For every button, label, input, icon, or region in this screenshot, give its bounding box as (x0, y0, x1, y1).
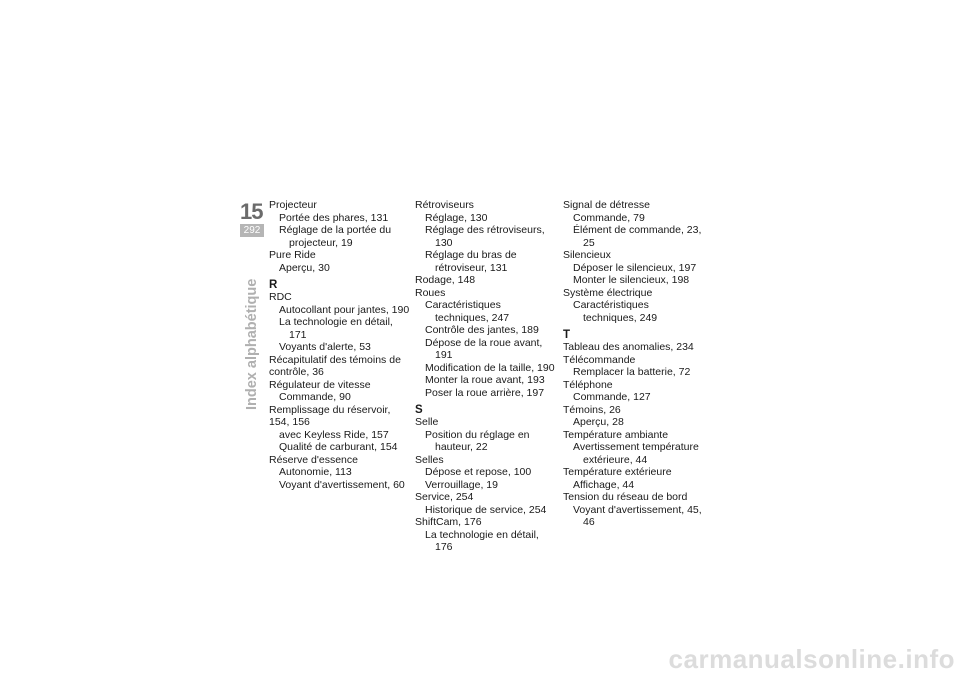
index-entry (563, 341, 705, 354)
index-entry-heading: Tableau des anomalies, 234 (563, 341, 694, 353)
page-number: 292 (240, 224, 264, 237)
index-entry-heading: Service, 254 (415, 491, 474, 503)
index-entry-heading: Régulateur de vitesse (269, 378, 371, 391)
index-subentry: Caractéristiques techniques, 247 (425, 299, 510, 324)
index-entry-heading: Rodage, 148 (415, 274, 476, 286)
index-subentry: Voyant d'avertissement, 60 (279, 478, 405, 491)
index-entry-heading: Réserve d'essence (269, 453, 358, 466)
index-subentry: Commande, 127 (573, 391, 651, 403)
index-entry (563, 404, 705, 429)
index-entry (415, 199, 557, 274)
index-entry (563, 429, 705, 467)
index-subentry: Commande, 79 (573, 211, 645, 224)
index-entry-heading: Rétroviseurs (415, 199, 474, 211)
index-entry (563, 287, 705, 325)
index-subentry: Réglage des rétroviseurs, 130 (425, 224, 545, 249)
index-entry (415, 416, 557, 454)
index-subentry: La technologie en détail, 171 (279, 316, 393, 341)
index-subentry: Portée des phares, 131 (279, 211, 389, 224)
index-entry (269, 454, 411, 492)
index-subentry: Modification de la taille, 190 (425, 361, 555, 374)
index-entry (563, 491, 705, 529)
index-entry (415, 454, 557, 492)
index-subentry: La technologie en détail, 176 (425, 528, 539, 553)
index-subentry: Voyant d'avertissement, 45, 46 (573, 503, 702, 528)
index-entry (563, 199, 705, 249)
index-entry-heading: Tension du réseau de bord (563, 491, 688, 503)
index-letter-heading: S (415, 404, 423, 416)
index-letter-heading: R (269, 279, 278, 291)
index-entry-heading: Pure Ride (269, 249, 316, 261)
index-subentry: Monter le silencieux, 198 (573, 274, 690, 286)
index-subentry: Dépose de la roue avant, 191 (425, 336, 543, 361)
index-entry-heading: Selles (415, 453, 444, 466)
index-entry-heading: Roues (415, 286, 446, 299)
index-subentry: Autocollant pour jantes, 190 (279, 303, 410, 316)
index-subentry: Qualité de carburant, 154 (279, 441, 398, 453)
index-column-1 (269, 199, 411, 491)
index-subentry: Commande, 90 (279, 391, 351, 403)
index-entry-heading: Selle (415, 416, 439, 428)
index-entry-heading: Projecteur (269, 199, 317, 211)
chapter-title: Index alphabétique (244, 278, 260, 410)
index-subentry: Verrouillage, 19 (425, 478, 498, 491)
index-entry (415, 274, 557, 287)
index-entry (269, 404, 411, 454)
index-entry (269, 249, 411, 274)
index-subentry: Contrôle des jantes, 189 (425, 324, 539, 336)
index-subentry: Position du réglage en hauteur, 22 (425, 428, 530, 453)
index-entry-heading: Remplissage du réservoir, 154, 156 (269, 403, 391, 428)
index-subentry: Avertissement température extérieure, 44 (573, 441, 699, 466)
index-subentry: Réglage, 130 (425, 211, 488, 224)
index-subentry: Monter la roue avant, 193 (425, 374, 545, 386)
index-entry-heading: Télécommande (563, 353, 636, 366)
index-entry-heading: Téléphone (563, 378, 613, 391)
index-entry (563, 354, 705, 379)
index-subentry: Historique de service, 254 (425, 503, 547, 516)
index-entry-heading: Récapitulatif des témoins de contrôle, 36 (269, 353, 401, 378)
index-subentry: Voyants d'alerte, 53 (279, 341, 371, 353)
index-entry (415, 491, 557, 516)
index-subentry: Élément de commande, 23, 25 (573, 224, 702, 249)
index-subentry: avec Keyless Ride, 157 (279, 428, 389, 441)
index-entry-heading: ShiftCam, 176 (415, 516, 482, 528)
index-entry-heading: Témoins, 26 (563, 403, 621, 416)
index-entry (563, 249, 705, 287)
chapter-number: 15 (240, 199, 263, 224)
index-entry-heading: Système électrique (563, 286, 653, 299)
index-entry (269, 199, 411, 249)
index-entry-heading: Signal de détresse (563, 199, 650, 211)
index-subentry: Dépose et repose, 100 (425, 466, 532, 478)
index-subentry: Aperçu, 28 (573, 416, 624, 428)
index-subentry: Réglage de la portée du projecteur, 19 (279, 224, 392, 249)
index-column-3 (563, 199, 705, 529)
index-subentry: Réglage du bras de rétroviseur, 131 (425, 249, 517, 274)
index-entry-heading: Silencieux (563, 249, 611, 261)
index-subentry: Poser la roue arrière, 197 (425, 386, 545, 399)
index-entry-heading: Température extérieure (563, 466, 672, 478)
index-subentry: Autonomie, 113 (279, 466, 352, 478)
index-subentry: Remplacer la batterie, 72 (573, 366, 691, 378)
index-entry (415, 516, 557, 554)
index-entry (269, 379, 411, 404)
index-entry (563, 466, 705, 491)
index-subentry: Déposer le silencieux, 197 (573, 261, 697, 274)
chapter-tab (240, 201, 265, 237)
index-column-2 (415, 199, 557, 554)
index-entry (269, 354, 411, 379)
index-entry (415, 287, 557, 400)
watermark: carmanualsonline.info (668, 644, 955, 674)
index-entry-heading: RDC (269, 291, 292, 303)
index-entry (269, 291, 411, 354)
index-subentry: Aperçu, 30 (279, 261, 330, 274)
index-subentry: Caractéristiques techniques, 249 (573, 299, 658, 324)
index-entry-heading: Température ambiante (563, 428, 669, 441)
index-letter-heading: T (563, 329, 571, 341)
index-subentry: Affichage, 44 (573, 478, 635, 491)
index-entry (563, 379, 705, 404)
